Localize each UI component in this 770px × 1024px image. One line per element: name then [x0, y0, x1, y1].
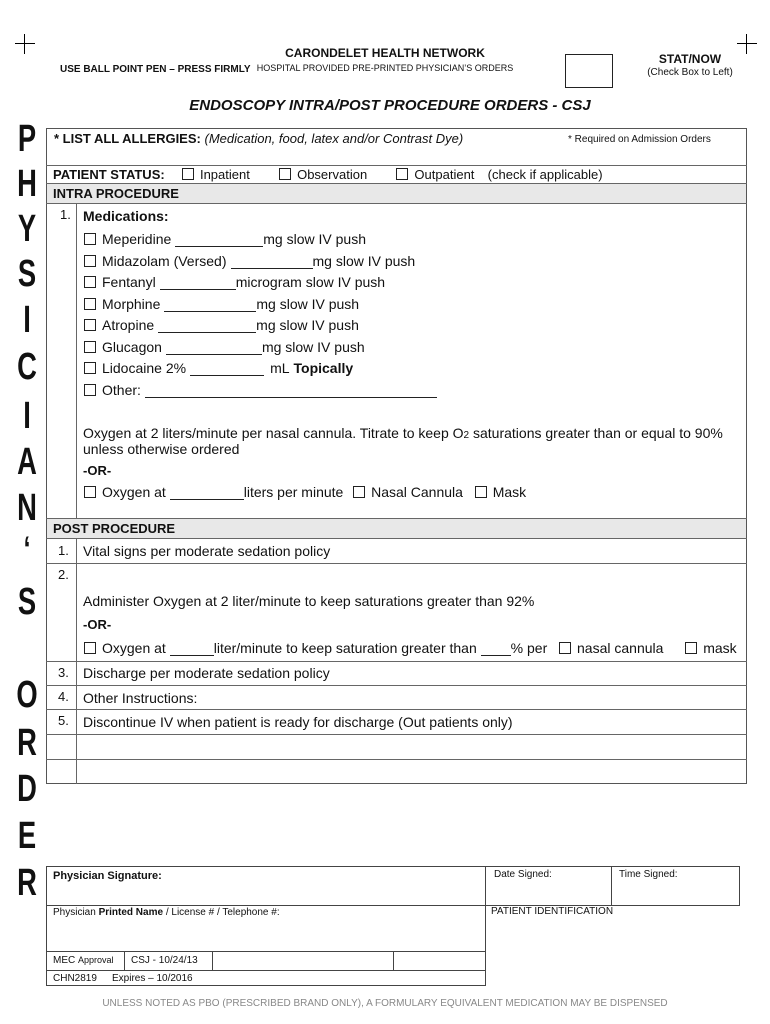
medication-unit: mg slow IV push — [261, 338, 365, 355]
medication-row — [84, 296, 359, 312]
medication-checkbox[interactable] — [84, 233, 96, 245]
medication-unit: mg slow IV push — [263, 231, 366, 247]
vertical-letter: A — [17, 441, 37, 483]
observation-checkbox[interactable] — [279, 168, 291, 180]
medication-name: Other: — [102, 381, 141, 398]
medication-row — [84, 231, 366, 247]
csj-date: CSJ - 10/24/13 — [131, 955, 198, 966]
medication-checkbox[interactable] — [84, 319, 96, 331]
vertical-letter: N — [17, 487, 37, 529]
medication-name: Lidocaine 2% — [102, 360, 187, 376]
nasal-cannula-checkbox[interactable] — [353, 486, 365, 498]
intra-item-number: 1. — [60, 207, 71, 222]
crop-mark-left — [15, 34, 35, 54]
medication-row — [84, 382, 437, 398]
medication-name: Meperidine — [102, 231, 172, 247]
physician-signature-label: Physician Signature: — [53, 870, 162, 882]
expiration-date: Expires – 10/2016 — [112, 973, 193, 984]
stat-sublabel: (Check Box to Left) — [647, 67, 733, 78]
post-saturation-field[interactable] — [481, 642, 511, 656]
medication-unit: mg slow IV push — [312, 252, 416, 269]
stat-checkbox[interactable] — [565, 54, 613, 88]
medication-name: Midazolam (Versed) — [102, 252, 227, 269]
vertical-letter: ‘ — [23, 530, 31, 568]
medication-unit: microgram slow IV push — [235, 274, 386, 290]
medication-name: Fentanyl — [102, 274, 156, 290]
outpatient-checkbox[interactable] — [396, 168, 408, 180]
intra-procedure-heading: INTRA PROCEDURE — [53, 186, 179, 201]
vertical-letter: P — [17, 118, 37, 160]
medication-checkbox[interactable] — [84, 341, 96, 353]
vertical-letter: R — [17, 722, 37, 764]
oxygen-liters-field[interactable] — [170, 486, 244, 500]
inpatient-checkbox[interactable] — [182, 168, 194, 180]
allergies-field[interactable] — [54, 148, 734, 164]
medication-checkbox[interactable] — [84, 255, 96, 267]
medication-dose-field[interactable] — [158, 319, 256, 333]
medication-dose-field[interactable] — [164, 298, 256, 312]
oxygen-alt-row: Oxygen at liters per minute Nasal Cannula Mask — [84, 484, 526, 500]
medications-heading: Medications: — [83, 208, 169, 224]
vertical-letter: C — [17, 346, 37, 388]
mask-checkbox[interactable] — [475, 486, 487, 498]
medication-unit: mg slow IV push — [256, 295, 360, 312]
medication-row — [84, 339, 365, 355]
post-or-label: -OR- — [83, 617, 112, 632]
medication-row — [84, 253, 415, 269]
medication-name: Morphine — [102, 295, 161, 312]
printed-name-field[interactable] — [53, 922, 479, 948]
crop-mark-right — [737, 34, 757, 54]
inpatient-label: Inpatient — [199, 167, 250, 182]
medication-row — [84, 360, 353, 376]
medication-name: Atropine — [102, 317, 155, 333]
oxygen-order-text-cont: unless otherwise ordered — [83, 441, 240, 457]
post-item-4-text: Other Instructions: — [83, 690, 198, 706]
formulary-footer: UNLESS NOTED AS PBO (PRESCRIBED BRAND ONLY), A FORMULARY EQUIVALENT MEDICATION MAY BE DISPENSED — [102, 998, 668, 1009]
allergies-required-note: * Required on Admission Orders — [568, 134, 711, 145]
vertical-letter: R — [17, 862, 37, 904]
medication-dose-field[interactable] — [190, 362, 264, 376]
vertical-letter: Y — [17, 208, 37, 250]
org-name: CARONDELET HEALTH NETWORK — [285, 46, 485, 60]
medication-row — [84, 274, 385, 290]
medication-dose-field[interactable] — [166, 341, 262, 355]
medication-unit: mL — [270, 360, 290, 376]
post-item-3-number: 3. — [58, 665, 69, 680]
vertical-letter: I — [23, 395, 31, 437]
vertical-letter: D — [17, 768, 37, 810]
post-item-2-number: 2. — [58, 567, 69, 582]
post-oxygen-rate-field[interactable] — [170, 642, 214, 656]
extra-order-line-1[interactable] — [78, 736, 744, 758]
pen-instruction: USE BALL POINT PEN – PRESS FIRMLY — [60, 64, 251, 75]
post-item-5-text: Discontinue IV when patient is ready for discharge (Out patients only) — [83, 714, 513, 730]
medication-checkbox[interactable] — [84, 384, 96, 396]
intra-or-label: -OR- — [83, 463, 112, 478]
post-oxygen-checkbox[interactable] — [84, 642, 96, 654]
allergies-label: * LIST ALL ALLERGIES: (Medication, food, latex and/or Contrast Dye) — [54, 131, 464, 146]
medication-row — [84, 317, 359, 333]
medication-checkbox[interactable] — [84, 362, 96, 374]
vertical-letter: S — [17, 253, 37, 295]
medication-dose-field[interactable] — [175, 233, 263, 247]
medication-dose-field[interactable] — [145, 384, 437, 398]
medication-checkbox[interactable] — [84, 298, 96, 310]
physician-signature-field[interactable] — [170, 868, 480, 902]
oxygen-alt-checkbox[interactable] — [84, 486, 96, 498]
printed-name-label: Physician Printed Name / License # / Telephone #: — [53, 907, 280, 918]
patient-status-label: PATIENT STATUS: — [53, 167, 165, 182]
vertical-letter: S — [17, 581, 37, 623]
stat-label: STAT/NOW — [658, 52, 722, 66]
post-item-1-number: 1. — [58, 543, 69, 558]
vertical-letter: O — [16, 674, 38, 716]
patient-status-row — [53, 167, 603, 182]
medication-unit: mg slow IV push — [256, 317, 359, 333]
vertical-letter: H — [17, 163, 37, 205]
extra-order-line-2[interactable] — [78, 761, 744, 783]
org-subtitle: HOSPITAL PROVIDED PRE-PRINTED PHYSICIAN’S ORDERS — [256, 63, 514, 73]
post-item-2-text: Administer Oxygen at 2 liter/minute to keep saturations greater than 92% — [83, 593, 535, 609]
post-nasal-cannula-checkbox[interactable] — [559, 642, 571, 654]
medication-name: Glucagon — [102, 338, 162, 355]
vertical-letter: I — [23, 299, 31, 341]
outpatient-label: Outpatient — [414, 167, 475, 182]
patient-identification-label: PATIENT IDENTIFICATION — [491, 906, 614, 917]
post-item-4-number: 4. — [58, 689, 69, 704]
medication-route: Topically — [293, 360, 354, 376]
post-item-5-number: 5. — [58, 713, 69, 728]
post-item-3-text: Discharge per moderate sedation policy — [83, 665, 330, 681]
post-mask-checkbox[interactable] — [685, 642, 697, 654]
observation-label: Observation — [297, 167, 368, 182]
vertical-letter: E — [17, 815, 37, 857]
form-title: ENDOSCOPY INTRA/POST PROCEDURE ORDERS - CSJ — [189, 97, 591, 114]
time-signed-label: Time Signed: — [619, 869, 678, 880]
medication-dose-field[interactable] — [160, 276, 236, 290]
status-note: (check if applicable) — [487, 167, 603, 182]
date-signed-label: Date Signed: — [494, 869, 552, 880]
form-number: CHN2819 — [53, 973, 97, 984]
oxygen-order-text: Oxygen at 2 liters/minute per nasal cannula. Titrate to keep O2 saturations greater than or equal to 90% — [83, 425, 723, 441]
medication-dose-field[interactable] — [231, 255, 313, 269]
post-oxygen-row: Oxygen at liter/minute to keep saturation greater than % per nasal cannula mask — [84, 640, 737, 656]
post-procedure-heading: POST PROCEDURE — [53, 521, 176, 536]
medication-checkbox[interactable] — [84, 276, 96, 288]
mec-approval: MEC Approval — [53, 955, 114, 966]
post-item-1-text: Vital signs per moderate sedation policy — [83, 543, 331, 559]
